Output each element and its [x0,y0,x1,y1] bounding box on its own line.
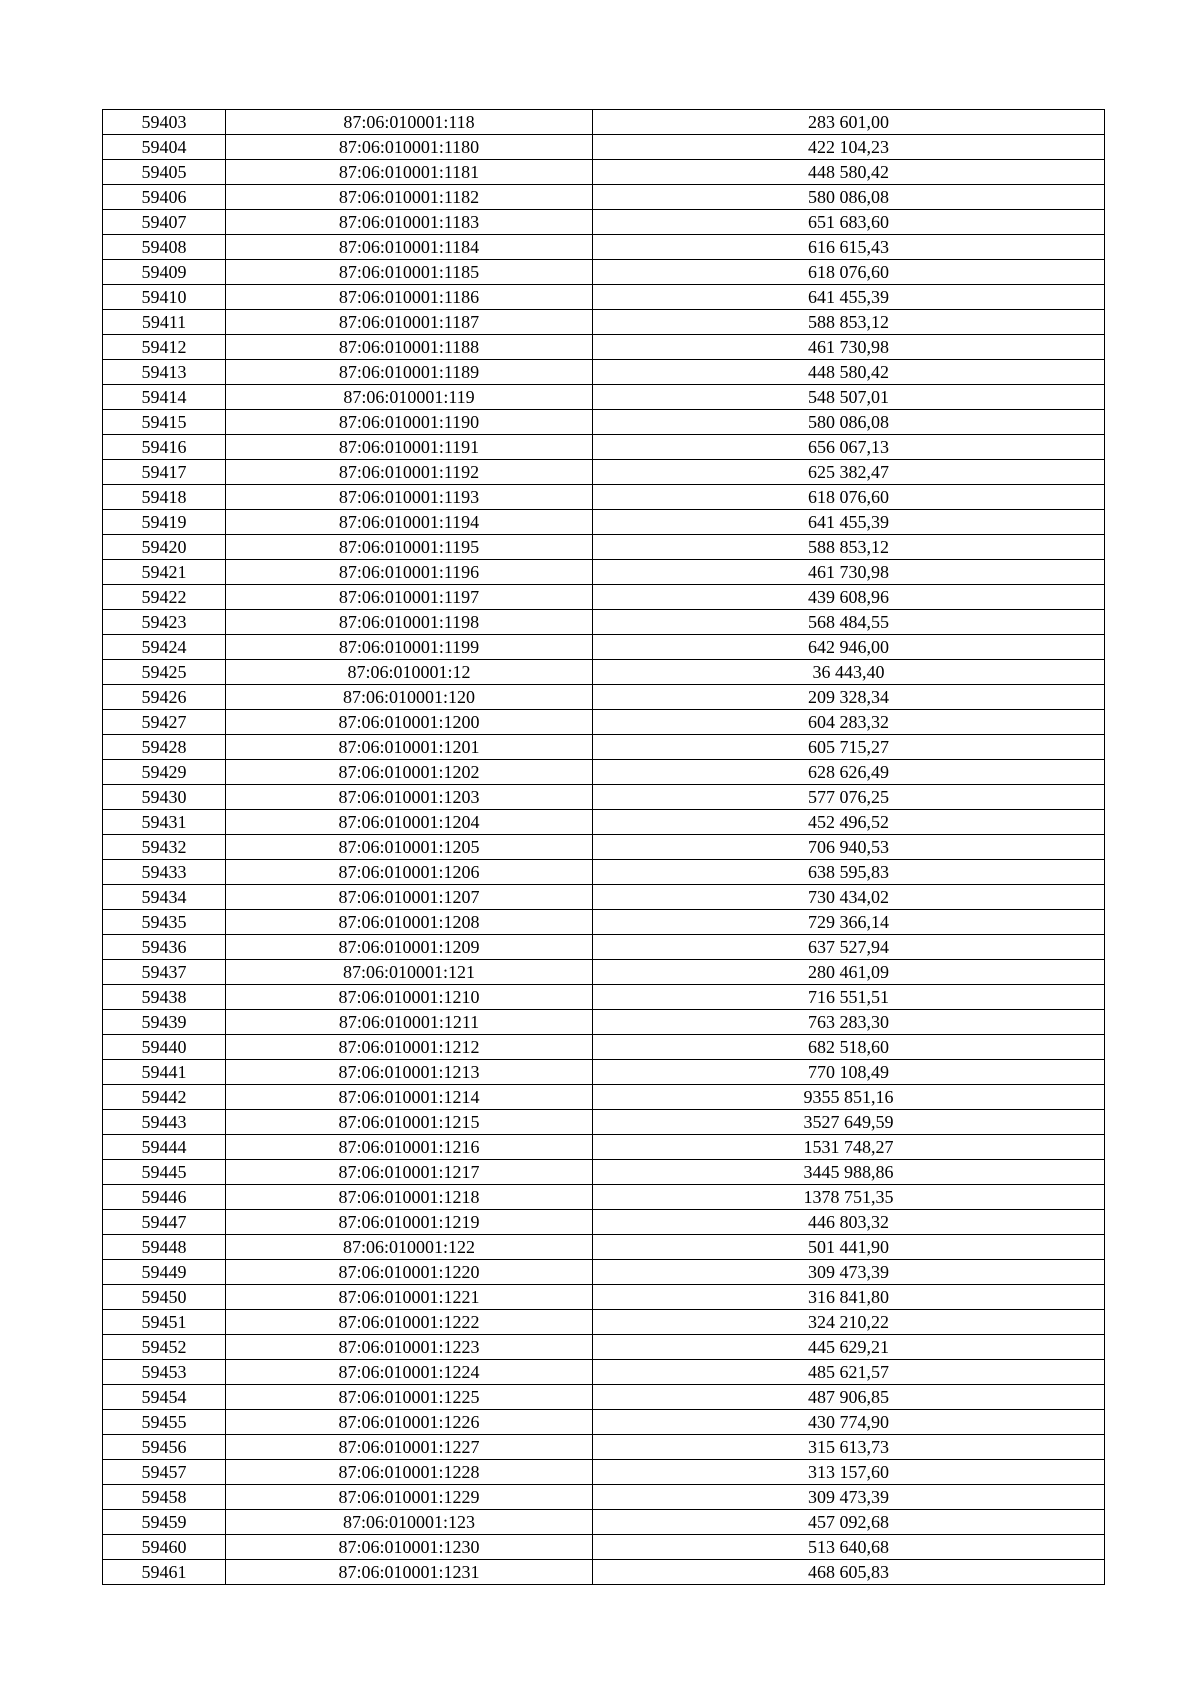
row-number-cell: 59415 [103,410,226,435]
table-row [103,910,1105,935]
value-cell: 763 283,30 [593,1010,1105,1035]
table-row [103,335,1105,360]
cadastral-number-cell: 87:06:010001:1192 [226,460,593,485]
row-number-cell: 59423 [103,610,226,635]
row-number-cell: 59434 [103,885,226,910]
value-cell: 448 580,42 [593,360,1105,385]
value-cell: 36 443,40 [593,660,1105,685]
table-row [103,1560,1105,1585]
cadastral-number-cell: 87:06:010001:1223 [226,1335,593,1360]
value-cell: 313 157,60 [593,1460,1105,1485]
row-number-cell: 59408 [103,235,226,260]
table-row [103,1435,1105,1460]
cadastral-number-cell: 87:06:010001:1215 [226,1110,593,1135]
table-row [103,1460,1105,1485]
value-cell: 588 853,12 [593,535,1105,560]
cadastral-number-cell: 87:06:010001:1205 [226,835,593,860]
cadastral-number-cell: 87:06:010001:1186 [226,285,593,310]
row-number-cell: 59413 [103,360,226,385]
row-number-cell: 59442 [103,1085,226,1110]
row-number-cell: 59417 [103,460,226,485]
cadastral-number-cell: 87:06:010001:1231 [226,1560,593,1585]
table-row [103,285,1105,310]
value-cell: 439 608,96 [593,585,1105,610]
cadastral-value-table [102,109,1105,1585]
cadastral-number-cell: 87:06:010001:1225 [226,1385,593,1410]
cadastral-number-cell: 87:06:010001:1196 [226,560,593,585]
value-cell: 3445 988,86 [593,1160,1105,1185]
cadastral-number-cell: 87:06:010001:12 [226,660,593,685]
value-cell: 641 455,39 [593,510,1105,535]
table-row [103,1385,1105,1410]
value-cell: 513 640,68 [593,1535,1105,1560]
table-row [103,960,1105,985]
row-number-cell: 59448 [103,1235,226,1260]
row-number-cell: 59461 [103,1560,226,1585]
value-cell: 487 906,85 [593,1385,1105,1410]
table-row [103,635,1105,660]
table-row [103,210,1105,235]
value-cell: 682 518,60 [593,1035,1105,1060]
row-number-cell: 59445 [103,1160,226,1185]
cadastral-number-cell: 87:06:010001:123 [226,1510,593,1535]
row-number-cell: 59432 [103,835,226,860]
table-row [103,935,1105,960]
value-cell: 568 484,55 [593,610,1105,635]
value-cell: 625 382,47 [593,460,1105,485]
cadastral-number-cell: 87:06:010001:1185 [226,260,593,285]
table-row [103,160,1105,185]
table-row [103,985,1105,1010]
value-cell: 461 730,98 [593,335,1105,360]
value-cell: 1378 751,35 [593,1185,1105,1210]
value-cell: 324 210,22 [593,1310,1105,1335]
table-row [103,1310,1105,1335]
row-number-cell: 59437 [103,960,226,985]
cadastral-number-cell: 87:06:010001:1229 [226,1485,593,1510]
row-number-cell: 59452 [103,1335,226,1360]
table-row [103,1135,1105,1160]
cadastral-number-cell: 87:06:010001:1211 [226,1010,593,1035]
row-number-cell: 59420 [103,535,226,560]
cadastral-number-cell: 87:06:010001:1183 [226,210,593,235]
value-cell: 637 527,94 [593,935,1105,960]
row-number-cell: 59441 [103,1060,226,1085]
cadastral-number-cell: 87:06:010001:1200 [226,710,593,735]
row-number-cell: 59424 [103,635,226,660]
cadastral-number-cell: 87:06:010001:122 [226,1235,593,1260]
value-cell: 485 621,57 [593,1360,1105,1385]
value-cell: 209 328,34 [593,685,1105,710]
cadastral-number-cell: 87:06:010001:118 [226,110,593,135]
row-number-cell: 59459 [103,1510,226,1535]
cadastral-number-cell: 87:06:010001:1210 [226,985,593,1010]
table-row [103,1510,1105,1535]
row-number-cell: 59439 [103,1010,226,1035]
row-number-cell: 59447 [103,1210,226,1235]
table-row [103,410,1105,435]
table-row [103,835,1105,860]
value-cell: 618 076,60 [593,485,1105,510]
value-cell: 577 076,25 [593,785,1105,810]
value-cell: 430 774,90 [593,1410,1105,1435]
row-number-cell: 59421 [103,560,226,585]
value-cell: 642 946,00 [593,635,1105,660]
cadastral-number-cell: 87:06:010001:119 [226,385,593,410]
row-number-cell: 59443 [103,1110,226,1135]
value-cell: 422 104,23 [593,135,1105,160]
row-number-cell: 59407 [103,210,226,235]
table-row [103,1360,1105,1385]
value-cell: 280 461,09 [593,960,1105,985]
table-row [103,585,1105,610]
table-row [103,1110,1105,1135]
value-cell: 3527 649,59 [593,1110,1105,1135]
value-cell: 604 283,32 [593,710,1105,735]
table-row [103,385,1105,410]
row-number-cell: 59404 [103,135,226,160]
value-cell: 580 086,08 [593,185,1105,210]
table-row [103,735,1105,760]
cadastral-number-cell: 87:06:010001:1198 [226,610,593,635]
row-number-cell: 59438 [103,985,226,1010]
value-cell: 729 366,14 [593,910,1105,935]
table-row [103,460,1105,485]
table-row [103,1535,1105,1560]
table-row [103,1260,1105,1285]
cadastral-number-cell: 87:06:010001:1228 [226,1460,593,1485]
cadastral-number-cell: 87:06:010001:1197 [226,585,593,610]
value-cell: 716 551,51 [593,985,1105,1010]
row-number-cell: 59425 [103,660,226,685]
table-row [103,435,1105,460]
table-row [103,885,1105,910]
value-cell: 588 853,12 [593,310,1105,335]
cadastral-number-cell: 87:06:010001:1191 [226,435,593,460]
cadastral-number-cell: 87:06:010001:1217 [226,1160,593,1185]
row-number-cell: 59426 [103,685,226,710]
table-row [103,610,1105,635]
cadastral-number-cell: 87:06:010001:1216 [226,1135,593,1160]
row-number-cell: 59410 [103,285,226,310]
cadastral-number-cell: 87:06:010001:1201 [226,735,593,760]
table-row [103,510,1105,535]
table-row [103,1185,1105,1210]
row-number-cell: 59412 [103,335,226,360]
value-cell: 452 496,52 [593,810,1105,835]
table-row [103,1085,1105,1110]
cadastral-number-cell: 87:06:010001:1226 [226,1410,593,1435]
row-number-cell: 59435 [103,910,226,935]
table-row [103,1035,1105,1060]
value-cell: 548 507,01 [593,385,1105,410]
table-row [103,310,1105,335]
row-number-cell: 59440 [103,1035,226,1060]
table-row [103,1485,1105,1510]
value-cell: 651 683,60 [593,210,1105,235]
table-row [103,860,1105,885]
table-row [103,1210,1105,1235]
table-row [103,1010,1105,1035]
cadastral-number-cell: 87:06:010001:1230 [226,1535,593,1560]
table-row [103,1335,1105,1360]
cadastral-number-cell: 87:06:010001:1218 [226,1185,593,1210]
table-row [103,1410,1105,1435]
cadastral-number-cell: 87:06:010001:1207 [226,885,593,910]
table-row [103,1060,1105,1085]
row-number-cell: 59455 [103,1410,226,1435]
table-row [103,535,1105,560]
row-number-cell: 59409 [103,260,226,285]
cadastral-number-cell: 87:06:010001:1208 [226,910,593,935]
cadastral-number-cell: 87:06:010001:121 [226,960,593,985]
row-number-cell: 59406 [103,185,226,210]
row-number-cell: 59405 [103,160,226,185]
value-cell: 616 615,43 [593,235,1105,260]
cadastral-number-cell: 87:06:010001:1199 [226,635,593,660]
value-cell: 501 441,90 [593,1235,1105,1260]
cadastral-number-cell: 87:06:010001:1180 [226,135,593,160]
value-cell: 641 455,39 [593,285,1105,310]
value-cell: 446 803,32 [593,1210,1105,1235]
table-row [103,1285,1105,1310]
value-cell: 309 473,39 [593,1260,1105,1285]
cadastral-number-cell: 87:06:010001:1195 [226,535,593,560]
table-row [103,135,1105,160]
row-number-cell: 59444 [103,1135,226,1160]
row-number-cell: 59418 [103,485,226,510]
value-cell: 730 434,02 [593,885,1105,910]
cadastral-number-cell: 87:06:010001:1222 [226,1310,593,1335]
value-cell: 316 841,80 [593,1285,1105,1310]
cadastral-number-cell: 87:06:010001:1224 [226,1360,593,1385]
row-number-cell: 59456 [103,1435,226,1460]
cadastral-number-cell: 87:06:010001:1203 [226,785,593,810]
cadastral-number-cell: 87:06:010001:1189 [226,360,593,385]
value-cell: 315 613,73 [593,1435,1105,1460]
row-number-cell: 59453 [103,1360,226,1385]
table-row [103,560,1105,585]
cadastral-number-cell: 87:06:010001:1188 [226,335,593,360]
cadastral-number-cell: 87:06:010001:1194 [226,510,593,535]
row-number-cell: 59451 [103,1310,226,1335]
value-cell: 605 715,27 [593,735,1105,760]
value-cell: 309 473,39 [593,1485,1105,1510]
value-cell: 580 086,08 [593,410,1105,435]
row-number-cell: 59428 [103,735,226,760]
cadastral-number-cell: 87:06:010001:1212 [226,1035,593,1060]
cadastral-number-cell: 87:06:010001:1220 [226,1260,593,1285]
row-number-cell: 59454 [103,1385,226,1410]
row-number-cell: 59419 [103,510,226,535]
cadastral-number-cell: 87:06:010001:1182 [226,185,593,210]
cadastral-number-cell: 87:06:010001:1202 [226,760,593,785]
row-number-cell: 59460 [103,1535,226,1560]
cadastral-number-cell: 87:06:010001:1214 [226,1085,593,1110]
table-row [103,260,1105,285]
value-cell: 770 108,49 [593,1060,1105,1085]
cadastral-number-cell: 87:06:010001:1209 [226,935,593,960]
row-number-cell: 59429 [103,760,226,785]
value-cell: 283 601,00 [593,110,1105,135]
cadastral-number-cell: 87:06:010001:1184 [226,235,593,260]
table-row [103,485,1105,510]
value-cell: 638 595,83 [593,860,1105,885]
table-row [103,235,1105,260]
row-number-cell: 59436 [103,935,226,960]
cadastral-number-cell: 87:06:010001:1221 [226,1285,593,1310]
row-number-cell: 59422 [103,585,226,610]
row-number-cell: 59414 [103,385,226,410]
cadastral-number-cell: 87:06:010001:1206 [226,860,593,885]
row-number-cell: 59458 [103,1485,226,1510]
row-number-cell: 59427 [103,710,226,735]
row-number-cell: 59446 [103,1185,226,1210]
row-number-cell: 59430 [103,785,226,810]
table-row [103,710,1105,735]
table-row [103,185,1105,210]
row-number-cell: 59433 [103,860,226,885]
cadastral-number-cell: 87:06:010001:1213 [226,1060,593,1085]
row-number-cell: 59411 [103,310,226,335]
table-row [103,110,1105,135]
cadastral-number-cell: 87:06:010001:1204 [226,810,593,835]
table-row [103,785,1105,810]
value-cell: 461 730,98 [593,560,1105,585]
table-row [103,760,1105,785]
cadastral-number-cell: 87:06:010001:1187 [226,310,593,335]
cadastral-number-cell: 87:06:010001:1193 [226,485,593,510]
table-row [103,1160,1105,1185]
row-number-cell: 59416 [103,435,226,460]
row-number-cell: 59457 [103,1460,226,1485]
value-cell: 468 605,83 [593,1560,1105,1585]
value-cell: 445 629,21 [593,1335,1105,1360]
value-cell: 457 092,68 [593,1510,1105,1535]
value-cell: 618 076,60 [593,260,1105,285]
row-number-cell: 59431 [103,810,226,835]
table-row [103,1235,1105,1260]
table-row [103,685,1105,710]
table-row [103,660,1105,685]
row-number-cell: 59450 [103,1285,226,1310]
value-cell: 448 580,42 [593,160,1105,185]
cadastral-number-cell: 87:06:010001:1181 [226,160,593,185]
table-row [103,360,1105,385]
value-cell: 628 626,49 [593,760,1105,785]
cadastral-number-cell: 87:06:010001:1219 [226,1210,593,1235]
cadastral-number-cell: 87:06:010001:120 [226,685,593,710]
cadastral-number-cell: 87:06:010001:1227 [226,1435,593,1460]
row-number-cell: 59403 [103,110,226,135]
table-row [103,810,1105,835]
cadastral-number-cell: 87:06:010001:1190 [226,410,593,435]
value-cell: 9355 851,16 [593,1085,1105,1110]
row-number-cell: 59449 [103,1260,226,1285]
value-cell: 1531 748,27 [593,1135,1105,1160]
table-body [103,110,1105,1585]
value-cell: 706 940,53 [593,835,1105,860]
value-cell: 656 067,13 [593,435,1105,460]
